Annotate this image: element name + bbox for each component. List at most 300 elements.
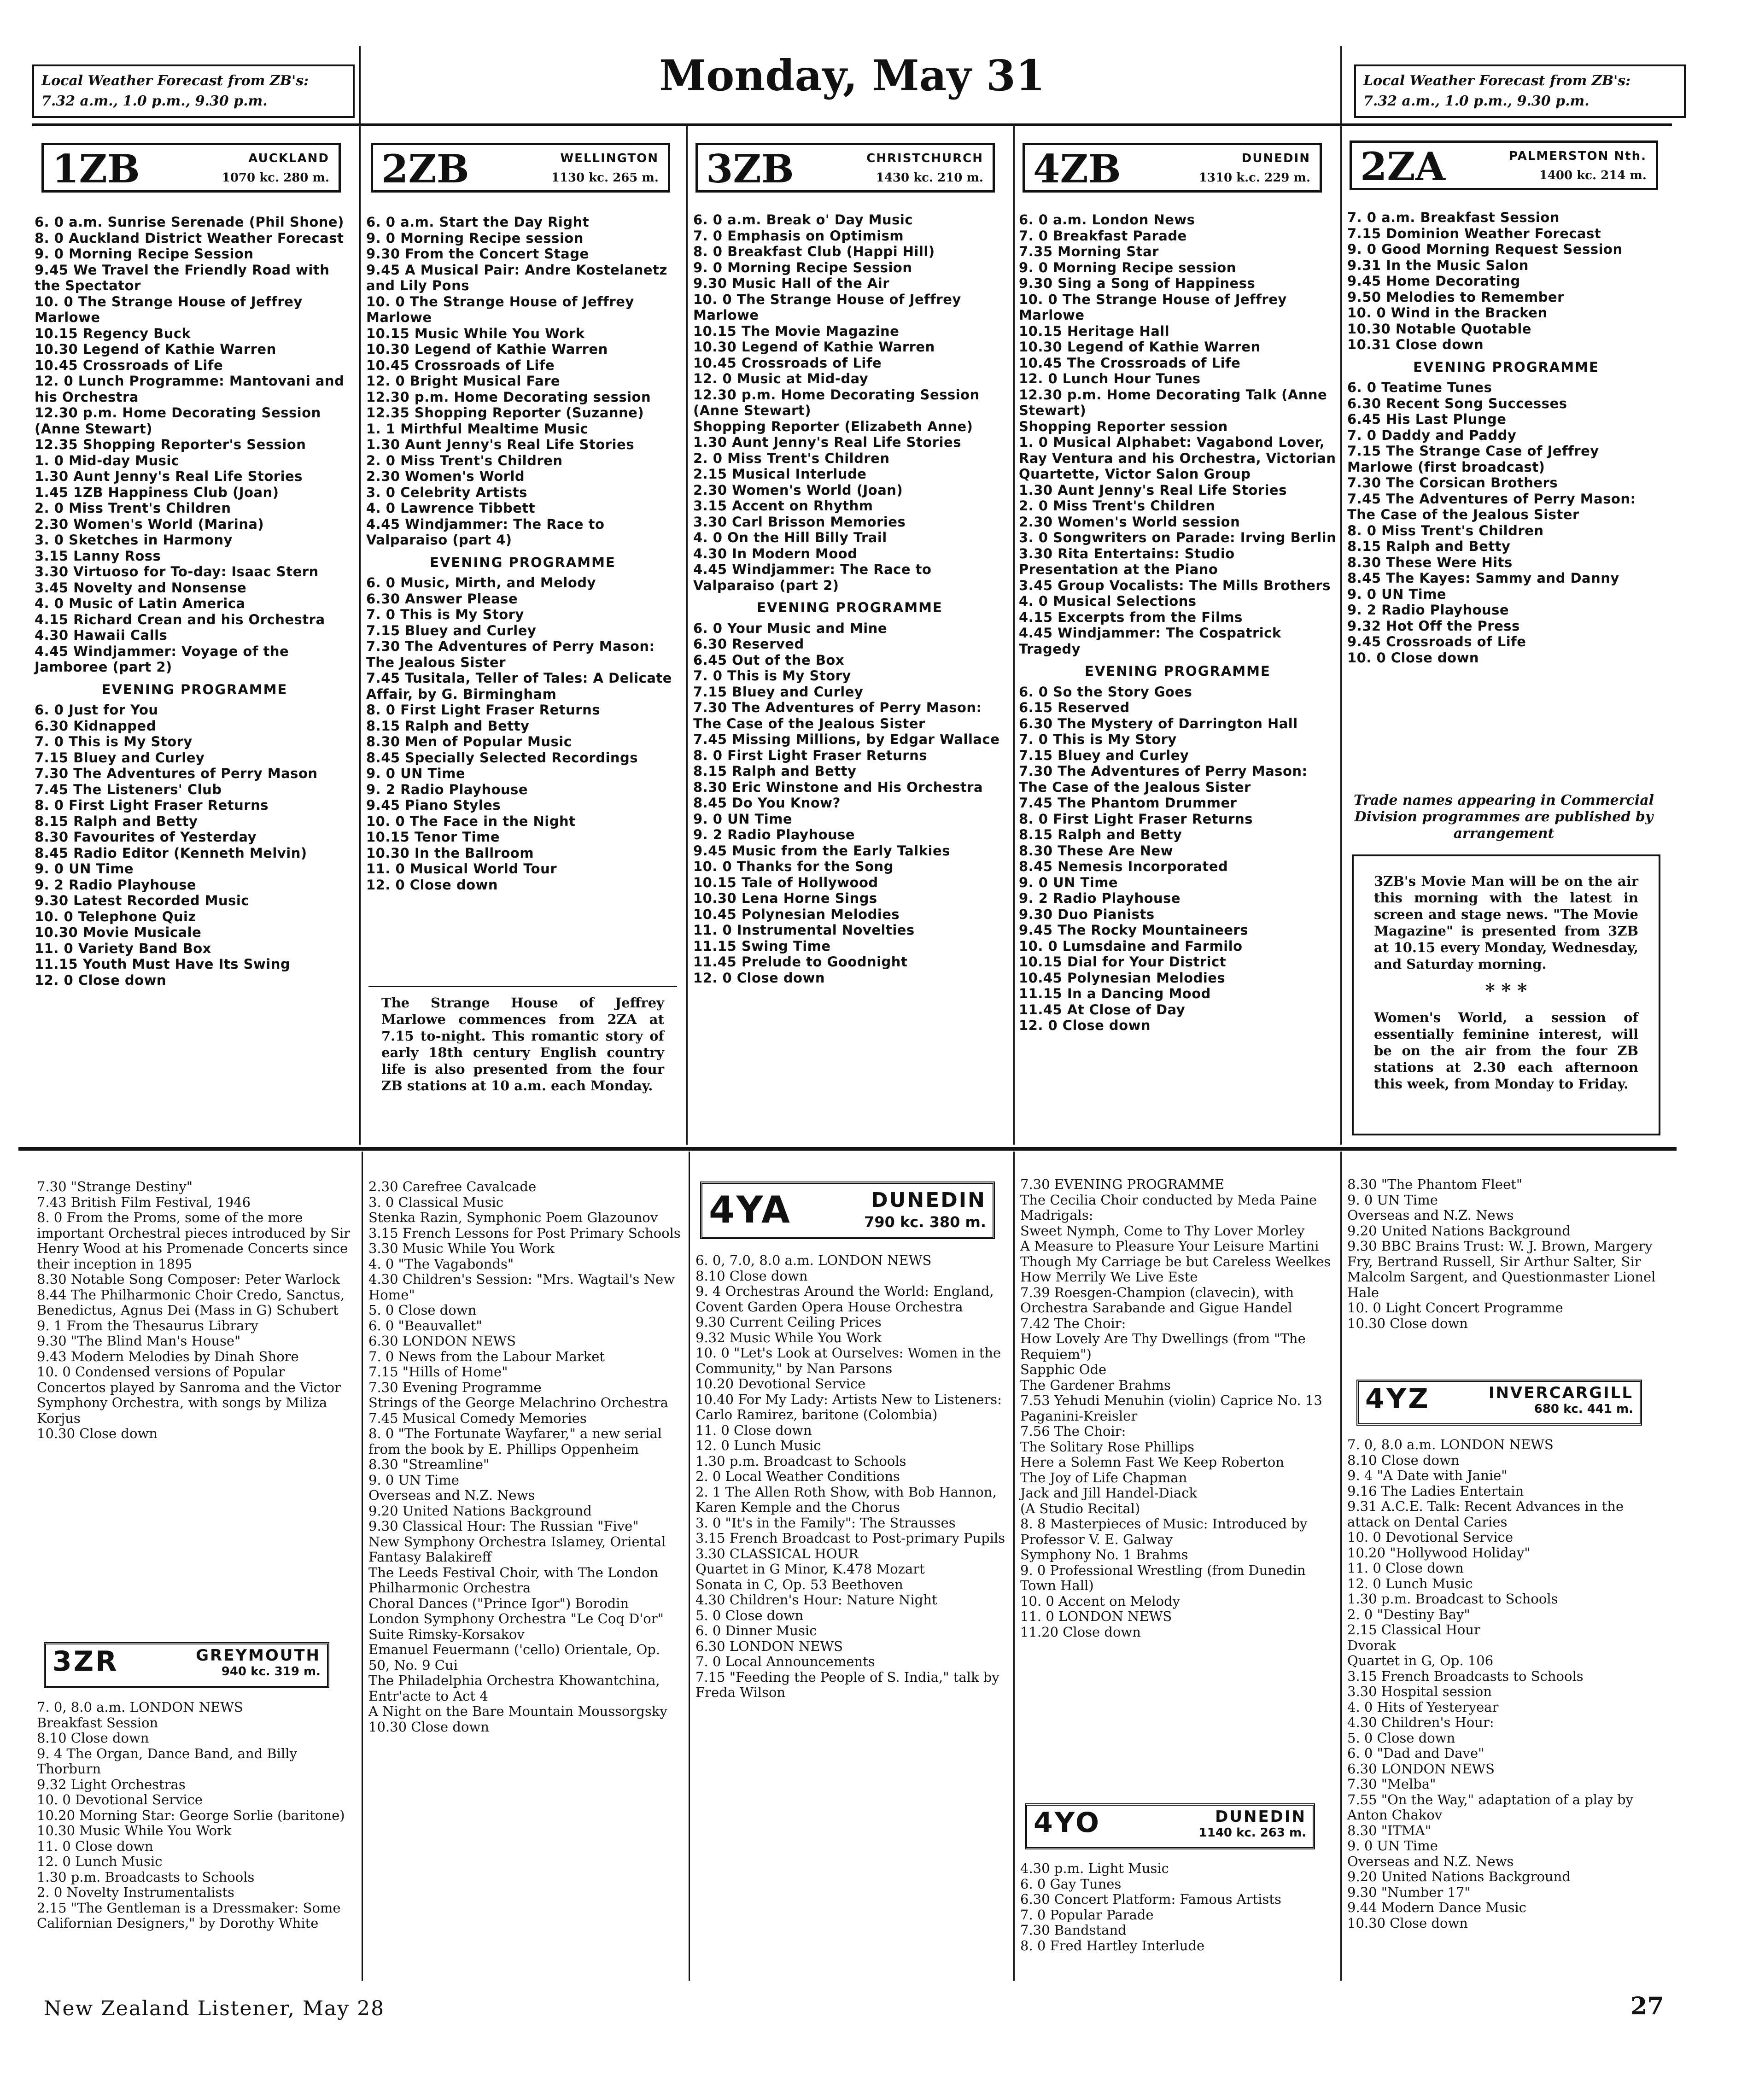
programme-entry: 9.30 Sing a Song of Happiness [1019,275,1256,291]
programme-entry: 10.45 Polynesian Melodies [1019,970,1226,986]
programme-entry: 9.31 In the Music Salon [1347,257,1529,273]
programme-entry: 3. 0 Sketches in Harmony [35,532,233,548]
programme-entry: 6.30 LONDON NEWS [695,1638,843,1654]
schedule-4yz [1347,1437,1665,1931]
programme-entry: A Night on the Bare Mountain Moussorgsky [368,1703,667,1719]
weather-line-2: 7.32 a.m., 1.0 p.m., 9.30 p.m. [41,93,268,109]
programme-entry: 10. 0 The Face in the Night [366,813,576,829]
vrule-8 [1340,1152,1342,1981]
programme-entry: 9.45 Music from the Early Talkies [693,842,950,859]
programme-entry: 7. 0 This is My Story [693,668,851,684]
programme-entry: 1. 0 Mid-day Music [35,452,180,468]
station-box-4zb [1023,143,1322,193]
programme-entry: 9.50 Melodies to Remember [1347,289,1564,305]
programme-entry: 9.30 Music Hall of the Air [693,275,890,291]
section-heading: EVENING PROGRAMME [101,681,288,697]
schedule-3zr [37,1700,355,1931]
station-frequency: 1310 k.c. 229 m. [1198,171,1310,185]
programme-entry: 7.15 "Hills of Home" [368,1364,508,1380]
programme-entry: 7. 0 Daddy and Paddy [1347,427,1517,443]
weather-line-2: 7.32 a.m., 1.0 p.m., 9.30 p.m. [1363,93,1590,109]
programme-entry: 12. 0 Lunch Music [695,1438,821,1453]
programme-entry: Symphony No. 1 Brahms [1020,1547,1188,1562]
programme-entry: 6. 0 So the Story Goes [1019,684,1192,700]
programme-entry: 12. 0 Lunch Music [1347,1575,1473,1591]
programme-entry: 10. 0 Devotional Service [1347,1529,1514,1545]
section-heading: EVENING PROGRAMME [1413,359,1599,375]
schedule-lower-col2 [368,1179,684,1735]
station-city: CHRISTCHURCH [866,152,983,165]
programme-entry: 3.30 CLASSICAL HOUR [695,1545,859,1562]
programme-entry: 9.30 "Number 17" [1347,1884,1471,1900]
programme-entry: 6.30 Answer Please [366,591,518,607]
programme-entry: 7.15 Dominion Weather Forecast [1347,225,1601,241]
programme-entry: 12.30 p.m. Home Decorating Talk (Anne Stewart) [1019,386,1327,418]
programme-entry: New Symphony Orchestra Islamey, Oriental Fantasy Balakireff [368,1533,666,1565]
programme-entry: 10. 0 Thanks for the Song [693,859,894,874]
programme-entry: 9. 2 Radio Playhouse [693,827,855,842]
programme-entry: 9.20 United Nations Background [1347,1223,1571,1239]
station-frequency: 1400 kc. 214 m. [1539,169,1647,182]
programme-entry: Sapphic Ode [1020,1362,1107,1377]
programme-entry: 7. 0 This is My Story [366,607,524,622]
programme-entry: 9. 0 UN Time [35,861,134,877]
programme-entry: The Solitary Rose Phillips [1020,1439,1194,1455]
programme-entry: 2. 0 "Destiny Bay" [1347,1606,1470,1622]
programme-entry: Sonata in C, Op. 53 Beethoven [695,1576,903,1592]
programme-entry: 12. 0 Lunch Hour Tunes [1019,371,1201,386]
programme-entry: 7.56 The Choir: [1020,1423,1126,1439]
programme-entry: 9. 0 UN Time [693,811,793,827]
weather-line-1: Local Weather Forecast from ZB's: [1363,73,1631,89]
programme-entry: 7. 0 Breakfast Parade [1019,228,1187,244]
station-city: PALMERSTON Nth. [1509,149,1647,163]
programme-entry: 2. 0 Miss Trent's Children [366,452,563,468]
programme-entry: 9. 0 UN Time [366,766,466,781]
programme-entry: 11. 0 Variety Band Box [35,940,211,956]
station-frequency: 1070 kc. 280 m. [222,171,329,185]
station-call: 4ZB [1033,146,1121,192]
programme-entry: 6. 0 a.m. Sunrise Serenade (Phil Shone) [35,214,344,230]
programme-entry: 9. 4 Orchestras Around the World: England, Covent Garden Opera House Orchestra [695,1283,994,1315]
section-heading: EVENING PROGRAMME [757,600,943,615]
programme-entry: 4. 0 Lawrence Tibbett [366,500,536,516]
programme-entry: 4.30 In Modern Mood [693,545,858,562]
programme-entry: 9. 4 The Organ, Dance Band, and Billy Thorburn [37,1745,297,1777]
programme-entry: 7.45 Missing Millions, by Edgar Wallace [693,731,1000,747]
schedule-4ya [695,1253,1009,1701]
programme-entry: 10.30 Close down [368,1719,489,1735]
programme-entry: 8.45 Do You Know? [693,795,841,811]
programme-entry: 10.45 The Crossroads of Life [1019,355,1241,371]
programme-entry: 8.10 Close down [695,1268,808,1284]
programme-entry: 9.30 Current Ceiling Prices [695,1314,882,1330]
schedule-4zb [1019,212,1337,1034]
programme-entry: 4.30 Children's Hour: Nature Night [695,1592,937,1608]
station-city: DUNEDIN [1215,1808,1306,1826]
programme-entry: 7. 0 Local Announcements [695,1654,875,1669]
programme-entry: 10.45 Polynesian Melodies [693,906,900,922]
section-heading: EVENING PROGRAMME [1085,663,1271,679]
programme-entry: 9.43 Modern Melodies by Dinah Shore [37,1348,299,1364]
programme-entry: 9.32 Music While You Work [695,1329,882,1345]
programme-entry: 8.45 Radio Editor (Kenneth Melvin) [35,845,307,861]
programme-entry: 9.30 "The Blind Man's House" [37,1333,241,1349]
programme-entry: 1.30 Aunt Jenny's Real Life Stories [693,434,961,450]
programme-entry: 10.30 Legend of Kathie Warren [1019,339,1261,355]
programme-entry: 10.40 For My Lady: Artists New to Listeners: Carlo Ramirez, baritone (Colombia) [695,1391,1002,1422]
programme-entry: 6. 0 a.m. Start the Day Right [366,214,590,230]
programme-entry: Stenka Razin, Symphonic Poem Glazounov [368,1210,658,1225]
programme-entry: 9.30 From the Concert Stage [366,246,589,262]
programme-entry: 10.30 Close down [37,1426,158,1441]
programme-entry: 12.35 Shopping Reporter (Suzanne) [366,405,644,421]
programme-entry: Quartet in G, Op. 106 [1347,1653,1494,1668]
programme-entry: 7.35 Morning Star [1019,244,1159,259]
station-box-4ya [700,1182,995,1239]
programme-entry: Madrigals: [1020,1207,1093,1223]
station-city: WELLINGTON [560,152,659,165]
programme-entry: 11. 0 Musical World Tour [366,861,557,877]
programme-entry: 9.30 Latest Recorded Music [35,893,250,908]
station-box-2zb [371,143,670,193]
programme-entry: 11.15 Youth Must Have Its Swing [35,956,291,972]
programme-entry: 11.45 At Close of Day [1019,1001,1186,1018]
programme-entry: 8.30 "The Phantom Fleet" [1347,1176,1523,1192]
programme-entry: 4. 0 Music of Latin America [35,596,245,611]
programme-entry: 12. 0 Music at Mid-day [693,371,869,386]
programme-entry: 8. 0 First Light Fraser Returns [693,747,927,763]
programme-entry: 9.30 BBC Brains Trust: W. J. Brown, Margery Fry, Bertrand Russell, Sir Arthur Salter, Sir Malcolm Sargent, and Questionmaster Lionel Hale [1347,1238,1656,1300]
programme-entry: 7.43 British Film Festival, 1946 [37,1194,251,1210]
programme-entry: 2.15 Musical Interlude [693,466,867,482]
programme-entry: How Merrily We Live Este [1020,1269,1198,1285]
programme-entry: 9.16 The Ladies Entertain [1347,1483,1524,1499]
programme-entry: 8.30 These Were Hits [1347,554,1513,570]
programme-entry: 7.45 Tusitala, Teller of Tales: A Delicate Affair, by G. Birmingham [366,670,672,702]
programme-entry: 10. 0 Telephone Quiz [35,908,196,924]
programme-entry: 7.15 "Feeding the People of S. India," talk by Freda Wilson [695,1669,999,1700]
programme-entry: 8. 0 "The Fortunate Wayfarer," a new serial from the book by E. Phillips Oppenheim [368,1426,662,1457]
programme-entry: 2. 0 Miss Trent's Children [693,450,890,466]
programme-entry: 4.30 Hawaii Calls [35,627,168,643]
station-box-1zb [41,143,341,193]
programme-entry: 6.15 Reserved [1019,700,1130,715]
programme-entry: 10. 0 Condensed versions of Popular Concertos played by Sanroma and the Victor Symphony Orchestra, with songs by Miliza Korjus [37,1364,341,1426]
programme-entry: Overseas and N.Z. News [1347,1853,1514,1869]
programme-entry: 3.45 Novelty and Nonsense [35,579,247,596]
programme-entry: 7. 0 a.m. Breakfast Session [1347,210,1560,225]
note-strange-house [368,986,677,1142]
programme-entry: 8.45 Nemesis Incorporated [1019,859,1228,874]
programme-entry: Quartet in G Minor, K.478 Mozart [695,1561,925,1577]
station-call: 1ZB [52,146,140,192]
programme-entry: Dvorak [1347,1637,1396,1653]
station-call: 2ZA [1360,144,1445,189]
programme-entry: The Joy of Life Chapman [1020,1469,1187,1486]
programme-entry: 2.30 Women's World (Joan) [693,482,903,498]
programme-entry: 7. 0 News from the Labour Market [368,1348,605,1364]
programme-entry: 10.15 The Movie Magazine [693,323,900,339]
programme-entry: 7.30 Bandstand [1020,1922,1127,1938]
vrule-7 [1013,1152,1015,1981]
programme-entry: 4.15 Excerpts from the Films [1019,609,1243,625]
programme-entry: 7.30 "Melba" [1347,1776,1436,1792]
programme-entry: 12. 0 Close down [35,972,167,988]
programme-entry: 11. 0 Close down [695,1422,812,1438]
programme-entry: 8.45 Specially Selected Recordings [366,749,638,766]
programme-entry: 10.20 "Hollywood Holiday" [1347,1544,1531,1561]
programme-entry: 10. 0 Accent on Melody [1020,1593,1180,1609]
schedule-1zb [35,214,355,988]
programme-entry: 3. 0 Songwriters on Parade: Irving Berlin [1019,530,1337,545]
programme-entry: 8.15 Ralph and Betty [1347,538,1511,554]
programme-entry: 9.45 Crossroads of Life [1347,634,1526,649]
programme-entry: 9. 2 Radio Playhouse [1019,890,1181,906]
programme-entry: 11.15 In a Dancing Mood [1019,986,1211,1001]
programme-entry: 6.30 Kidnapped [35,718,156,734]
station-box-2za [1350,140,1658,190]
programme-entry: 7.45 Musical Comedy Memories [368,1410,587,1426]
programme-entry: The Cecilia Choir conducted by Meda Paine [1020,1192,1317,1208]
programme-entry: 9.20 United Nations Background [1347,1869,1571,1884]
programme-entry: 11. 0 Instrumental Novelties [693,922,915,938]
programme-entry: 9. 0 Professional Wrestling (from Dunedin Town Hall) [1020,1562,1306,1593]
programme-entry: 12.30 p.m. Home Decorating Session (Anne Stewart) [693,386,980,418]
station-frequency: 1140 kc. 263 m. [1198,1826,1306,1840]
programme-entry: 10.30 Movie Musicale [35,924,202,940]
page-number: 27 [1630,1992,1664,2020]
programme-entry: 9. 2 Radio Playhouse [1347,602,1509,618]
programme-entry: 9. 4 "A Date with Janie" [1347,1468,1508,1483]
programme-entry: 6.30 Reserved [693,636,804,652]
programme-entry: A Measure to Pleasure Your Leisure Martini [1020,1238,1319,1254]
programme-entry: 7. 0 Emphasis on Optimism [693,228,904,244]
station-call: 4YO [1034,1807,1101,1839]
station-frequency: 1430 kc. 210 m. [876,171,983,185]
note-text: The Strange House of Jeffrey Marlowe commences from 2ZA at 7.15 to-night. This romantic story of early 18th century English country life is also presented from the four ZB stations at 10 a.m. each Monday. [381,995,664,1094]
programme-entry: 10.30 Legend of Kathie Warren [693,339,935,355]
programme-entry: 10. 0 "Let's Look at Ourselves: Women in the Community," by Nan Parsons [695,1345,1001,1376]
programme-entry: 6. 0 Your Music and Mine [693,620,888,636]
schedule-3zb [693,212,1006,986]
programme-entry: 12.30 p.m. Home Decorating Session (Anne Stewart) [35,405,321,437]
programme-entry: Jack and Jill Handel-Diack [1020,1485,1198,1501]
programme-entry: 12.35 Shopping Reporter's Session [35,437,306,452]
programme-entry: 9. 0 UN Time [1347,586,1447,602]
programme-entry: Overseas and N.Z. News [368,1487,535,1503]
programme-entry: 10. 0 The Strange House of Jeffrey Marlowe [1019,291,1287,323]
programme-entry: 6.30 Recent Song Successes [1347,395,1567,411]
programme-entry: 6.30 Concert Platform: Famous Artists [1020,1891,1281,1907]
programme-entry: 7. 0, 8.0 a.m. LONDON NEWS [37,1699,243,1715]
programme-entry: 7.55 "On the Way," adaptation of a play by Anton Chakov [1347,1791,1633,1823]
trade-names-note [1347,792,1660,842]
programme-entry: 3. 0 Celebrity Artists [366,484,527,500]
station-call: 3ZR [53,1645,119,1678]
programme-entry: 10.15 Heritage Hall [1019,323,1170,339]
programme-entry: 7.30 The Adventures of Perry Mason: The Case of the Jealous Sister [1019,763,1308,795]
programme-entry: 8. 8 Masterpieces of Music: Introduced by Professor V. E. Galway [1020,1516,1308,1547]
programme-entry: 8.15 Ralph and Betty [366,718,530,734]
vrule-1 [359,46,361,1145]
programme-entry: Here a Solemn Fast We Keep Roberton [1020,1454,1285,1470]
page-title: Monday, May 31 [659,51,1045,100]
programme-entry: 2. 0 Novelty Instrumentalists [37,1884,234,1900]
programme-entry: 6.30 The Mystery of Darrington Hall [1019,715,1298,731]
programme-entry: 9.31 A.C.E. Talk: Recent Advances in the attack on Dental Caries [1347,1498,1624,1530]
programme-entry: 10. 0 The Strange House of Jeffrey Marlowe [693,291,961,323]
programme-entry: 8.30 "ITMA" [1347,1822,1431,1838]
programme-entry: 10.30 Legend of Kathie Warren [35,341,276,357]
programme-entry: Emanuel Feuermann ('cello) Orientale, Op. 50, No. 9 Cui [368,1642,660,1673]
programme-entry: 8. 0 Fred Hartley Interlude [1020,1937,1205,1954]
programme-entry: 8.30 Men of Popular Music [366,734,572,749]
programme-entry: 6.45 His Last Plunge [1347,411,1507,427]
schedule-lower-col1 [37,1179,355,1442]
schedule-2zb [366,214,679,893]
programme-entry: 3.15 French Broadcasts to Schools [1347,1668,1584,1684]
station-frequency: 680 kc. 441 m. [1534,1402,1633,1416]
programme-entry: 9.44 Modern Dance Music [1347,1900,1527,1915]
programme-entry: 9. 0 UN Time [1347,1192,1438,1208]
programme-entry: 7.30 "Strange Destiny" [37,1179,193,1194]
programme-entry: 9. 1 From the Thesaurus Library [37,1317,258,1334]
programme-entry: 4.45 Windjammer: The Race to Valparaiso (part 4) [366,516,605,548]
programme-entry: 9.32 Light Orchestras [37,1776,186,1792]
programme-entry: 3.30 Music While You Work [368,1240,555,1256]
programme-entry: 2. 1 The Allen Roth Show, with Bob Hannon, Karen Kemple and the Chorus [695,1484,997,1515]
programme-entry: 4.45 Windjammer: The Race to Valparaiso (part 2) [693,562,932,593]
programme-entry: 4.30 p.m. Light Music [1020,1860,1169,1876]
programme-entry: 9. 0 UN Time [1019,874,1118,890]
programme-entry: 7.30 Evening Programme [368,1379,542,1395]
programme-entry: 1.30 Aunt Jenny's Real Life Stories [1019,482,1287,498]
programme-entry: The Gardener Brahms [1020,1377,1171,1393]
programme-entry: 6. 0 Just for You [35,702,158,718]
programme-entry: The Leeds Festival Choir, with The London Philharmonic Orchestra [368,1564,659,1596]
schedule-4yo [1020,1861,1336,1954]
programme-entry: 4. 0 Musical Selections [1019,593,1197,609]
programme-entry: 10. 0 Lumsdaine and Farmilo [1019,938,1243,954]
programme-entry: 7.15 Bluey and Curley [366,622,537,638]
programme-entry: 7.30 The Corsican Brothers [1347,475,1558,491]
programme-entry: 1.30 Aunt Jenny's Real Life Stories [366,437,634,452]
programme-entry: 12.30 p.m. Home Decorating session [366,389,651,405]
programme-entry: 8.15 Ralph and Betty [693,763,857,779]
programme-entry: 11. 0 LONDON NEWS [1020,1609,1172,1624]
programme-entry: 8.15 Ralph and Betty [35,813,198,829]
programme-entry: 9. 0 UN Time [368,1472,459,1488]
programme-entry: 12. 0 Close down [366,877,498,893]
note-movie-man [1352,854,1660,1135]
programme-entry: 3.30 Hospital session [1347,1684,1492,1699]
programme-entry: 8.30 Eric Winstone and His Orchestra [693,779,983,795]
programme-entry: 9. 0 Good Morning Request Session [1347,241,1623,257]
weather-forecast-right [1354,64,1686,118]
programme-entry: 9.45 We Travel the Friendly Road with the Spectator [35,262,330,293]
programme-entry: 9.30 Duo Pianists [1019,906,1155,922]
programme-entry: 8.30 "Streamline" [368,1457,490,1472]
programme-entry: 3.30 Carl Brisson Memories [693,514,906,530]
footer-publication: New Zealand Listener, May 28 [44,1997,385,2020]
programme-entry: 3.15 Lanny Ross [35,548,161,564]
programme-entry: 6. 0 "Dad and Dave" [1347,1745,1484,1761]
programme-entry: 11.20 Close down [1020,1624,1141,1640]
programme-entry: 10.45 Crossroads of Life [693,355,882,371]
programme-entry: 8.30 Favourites of Yesterday [35,829,257,845]
station-city: INVERCARGILL [1488,1384,1633,1402]
vrule-5 [362,1152,363,1981]
programme-entry: 9. 2 Radio Playhouse [366,781,528,797]
programme-entry: 7.45 The Phantom Drummer [1019,795,1237,811]
programme-entry: 2.30 Women's World [366,468,525,484]
programme-entry: 2. 0 Local Weather Conditions [695,1468,900,1484]
programme-entry: 10.30 Music While You Work [37,1823,232,1838]
programme-entry: 10.30 Close down [1347,1315,1468,1331]
programme-entry: 8. 0 First Light Fraser Returns [366,702,600,718]
station-box-4yz [1356,1380,1642,1426]
programme-entry: 2.30 Carefree Cavalcade [368,1179,537,1194]
programme-entry: 2. 0 Miss Trent's Children [35,500,231,516]
middle-rule [18,1147,1677,1151]
programme-entry: 8. 0 First Light Fraser Returns [35,797,269,813]
programme-entry: 10.30 Lena Horne Sings [693,890,877,906]
programme-entry: 10.30 In the Ballroom [366,845,534,861]
station-box-3zb [695,143,995,193]
programme-entry: 3.30 Rita Entertains: Studio Presentation at the Piano [1019,545,1235,577]
programme-entry: 8.15 Ralph and Betty [1019,827,1182,842]
note-movie-man-text: 3ZB's Movie Man will be on the air this morning with the latest in screen and stage news. "The Movie Magazine" is presented from 3ZB at 10.15 every Monday, Wednesday, and Saturday morning. [1374,873,1638,972]
programme-entry: 1.30 p.m. Broadcast to Schools [1347,1591,1558,1607]
programme-entry: 10.45 Crossroads of Life [366,357,555,373]
programme-entry: 6. 0 Teatime Tunes [1347,380,1492,395]
programme-entry: 8.30 Notable Song Composer: Peter Warlock [37,1271,340,1287]
programme-entry: 11. 0 Close down [37,1838,153,1854]
programme-entry: 6. 0 Dinner Music [695,1623,817,1638]
programme-entry: 9.45 Home Decorating [1347,273,1520,289]
programme-entry: 2.15 Classical Hour [1347,1622,1480,1638]
programme-entry: 7.53 Yehudi Menuhin (violin) Caprice No. 13 Paganini-Kreisler [1020,1392,1322,1424]
programme-entry: 1.45 1ZB Happiness Club (Joan) [35,484,279,500]
vrule-4 [1340,46,1342,1145]
programme-entry: 12. 0 Close down [693,970,825,986]
programme-entry: 8. 0 First Light Fraser Returns [1019,811,1253,827]
programme-entry: Choral Dances ("Prince Igor") Borodin [368,1595,629,1611]
programme-entry: 12. 0 Close down [1019,1018,1151,1033]
station-city: DUNEDIN [871,1188,986,1212]
programme-entry: 8. 0 Breakfast Club (Happi Hill) [693,244,935,259]
programme-entry: 7.15 Bluey and Curley [35,749,205,766]
programme-entry: 6.45 Out of the Box [693,652,845,668]
programme-entry: 7.42 The Choir: [1020,1315,1126,1331]
note-separator: * * * [1485,980,1527,1001]
programme-entry: 10.45 Crossroads of Life [35,357,223,373]
trade-names-text: Trade names appearing in Commercial Division programmes are published by arrangement [1353,792,1654,842]
programme-entry: 7.45 The Listeners' Club [35,781,222,797]
programme-entry: Sweet Nymph, Come to Thy Lover Morley [1020,1223,1305,1239]
programme-entry: 6.30 LONDON NEWS [1347,1761,1495,1777]
programme-entry: 8.10 Close down [37,1730,149,1746]
programme-entry: 7.15 The Strange Case of Jeffrey Marlowe (first broadcast) [1347,443,1599,475]
station-city: GREYMOUTH [196,1646,321,1665]
programme-entry: 12. 0 Lunch Music [37,1854,163,1869]
station-city: DUNEDIN [1241,152,1310,165]
programme-entry: 4. 0 On the Hill Billy Trail [693,530,887,545]
programme-entry: 1. 1 Mirthful Mealtime Music [366,421,589,437]
programme-entry: 12. 0 Lunch Programme: Mantovani and his Orchestra [35,373,345,405]
programme-entry: Shopping Reporter (Elizabeth Anne) [693,418,973,434]
